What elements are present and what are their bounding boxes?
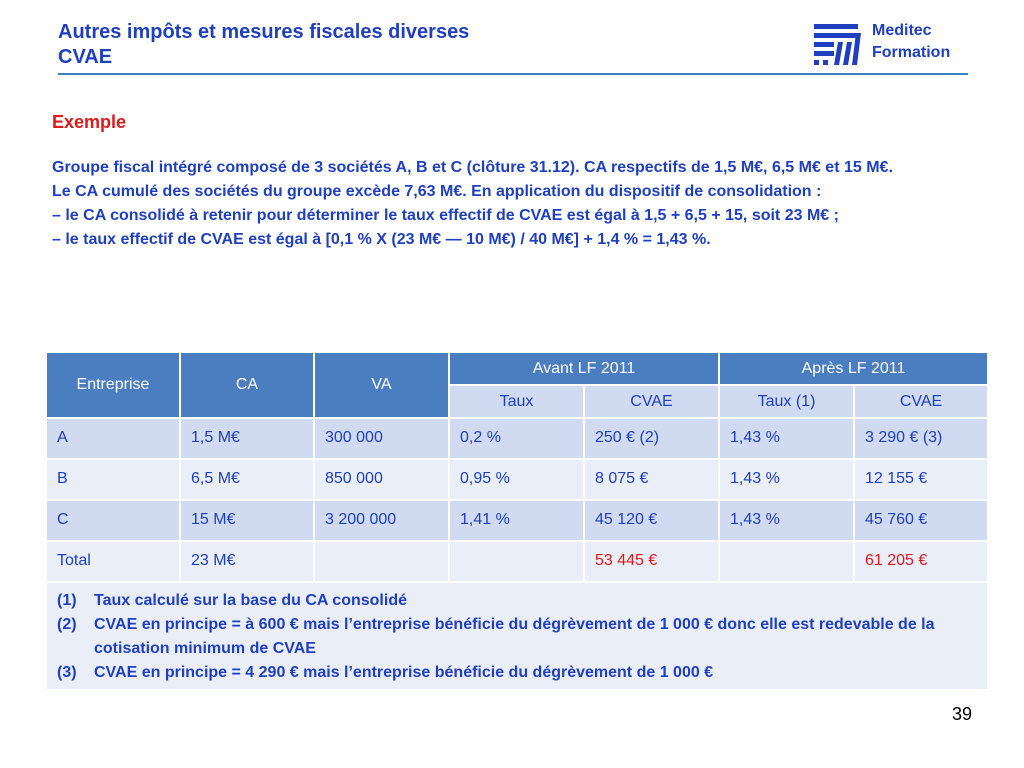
table-row — [46, 459, 988, 500]
example-heading: Exemple — [52, 112, 127, 132]
cell: 3 200 000 — [314, 500, 449, 541]
total-cvae-apres: 61 205 € — [854, 541, 988, 582]
cell: 300 000 — [314, 418, 449, 459]
footnote-number: (3) — [57, 664, 77, 681]
cell: 12 155 € — [854, 459, 988, 500]
table-row-total — [46, 541, 988, 582]
cell: A — [46, 418, 180, 459]
header-va: VA — [314, 352, 449, 418]
cell — [719, 541, 854, 582]
bullet-1: – le CA consolidé à retenir pour déterminer le taux effectif de CVAE est égal à 1,5 + 6,5 + 15, soit 23 M€ ; — [52, 207, 839, 224]
cell — [449, 541, 584, 582]
header-taux: Taux — [449, 385, 584, 418]
cell: 23 M€ — [180, 541, 314, 582]
footnotes — [46, 582, 988, 690]
cell: 1,43 % — [719, 459, 854, 500]
cell: 1,43 % — [719, 418, 854, 459]
total-cvae-avant: 53 445 € — [584, 541, 719, 582]
header-ca: CA — [180, 352, 314, 418]
header-cvae: CVAE — [584, 385, 719, 418]
cell: 1,43 % — [719, 500, 854, 541]
cell: 3 290 € (3) — [854, 418, 988, 459]
header-entreprise: Entreprise — [46, 352, 180, 418]
logo-text-line-1: Meditec — [872, 22, 932, 39]
logo-text-line-2: Formation — [872, 44, 951, 61]
meditec-logo-icon — [812, 22, 862, 66]
footnote-text: Taux calculé sur la base du CA consolidé — [94, 592, 407, 609]
cell: Total — [46, 541, 180, 582]
cell: 0,95 % — [449, 459, 584, 500]
slide-title — [58, 20, 469, 70]
footnote — [57, 589, 977, 613]
footnote-text: CVAE en principe = 4 290 € mais l’entreprise bénéficie du dégrèvement de 1 000 € — [94, 664, 714, 681]
title-line-2: CVAE — [58, 46, 113, 68]
paragraph-2: Le CA cumulé des sociétés du groupe excède 7,63 M€. En application du dispositif de consolidation : — [52, 183, 822, 200]
bullet-2: – le taux effectif de CVAE est égal à [0,1 % X (23 M€ — 10 M€) / 40 M€] + 1,4 % = 1,43 %. — [52, 231, 711, 248]
footnote-text: CVAE en principe = à 600 € mais l’entreprise bénéficie du dégrèvement de 1 000 € donc elle est redevable de la cotisation minimum de CVAE — [94, 616, 935, 657]
cell: 15 M€ — [180, 500, 314, 541]
meditec-logo — [812, 20, 972, 68]
cell: 250 € (2) — [584, 418, 719, 459]
cell: 850 000 — [314, 459, 449, 500]
title-line-1: Autres impôts et mesures fiscales diverses — [58, 21, 470, 43]
table-notes-row — [46, 582, 988, 690]
title-divider — [58, 73, 968, 75]
footnote-number: (2) — [57, 616, 77, 633]
table-row — [46, 418, 988, 459]
cell: 1,5 M€ — [180, 418, 314, 459]
cell: 45 760 € — [854, 500, 988, 541]
footnote-number: (1) — [57, 592, 77, 609]
cell: 6,5 M€ — [180, 459, 314, 500]
cell: 1,41 % — [449, 500, 584, 541]
example-text — [52, 110, 964, 252]
table-row — [46, 500, 988, 541]
cell: B — [46, 459, 180, 500]
page-number: 39 — [952, 704, 973, 724]
header-avant-lf: Avant LF 2011 — [449, 352, 719, 385]
cell: C — [46, 500, 180, 541]
cvae-table — [45, 351, 989, 691]
header-apres-lf: Après LF 2011 — [719, 352, 988, 385]
cell: 45 120 € — [584, 500, 719, 541]
paragraph-1: Groupe fiscal intégré composé de 3 sociétés A, B et C (clôture 31.12). CA respectifs de 1,5 M€, 6,5 M€ et 15 M€. — [52, 159, 893, 176]
cell — [314, 541, 449, 582]
footnote — [57, 661, 977, 685]
header-taux-1: Taux (1) — [719, 385, 854, 418]
footnote — [57, 613, 977, 661]
cell: 0,2 % — [449, 418, 584, 459]
header-cvae-2: CVAE — [854, 385, 988, 418]
cell: 8 075 € — [584, 459, 719, 500]
